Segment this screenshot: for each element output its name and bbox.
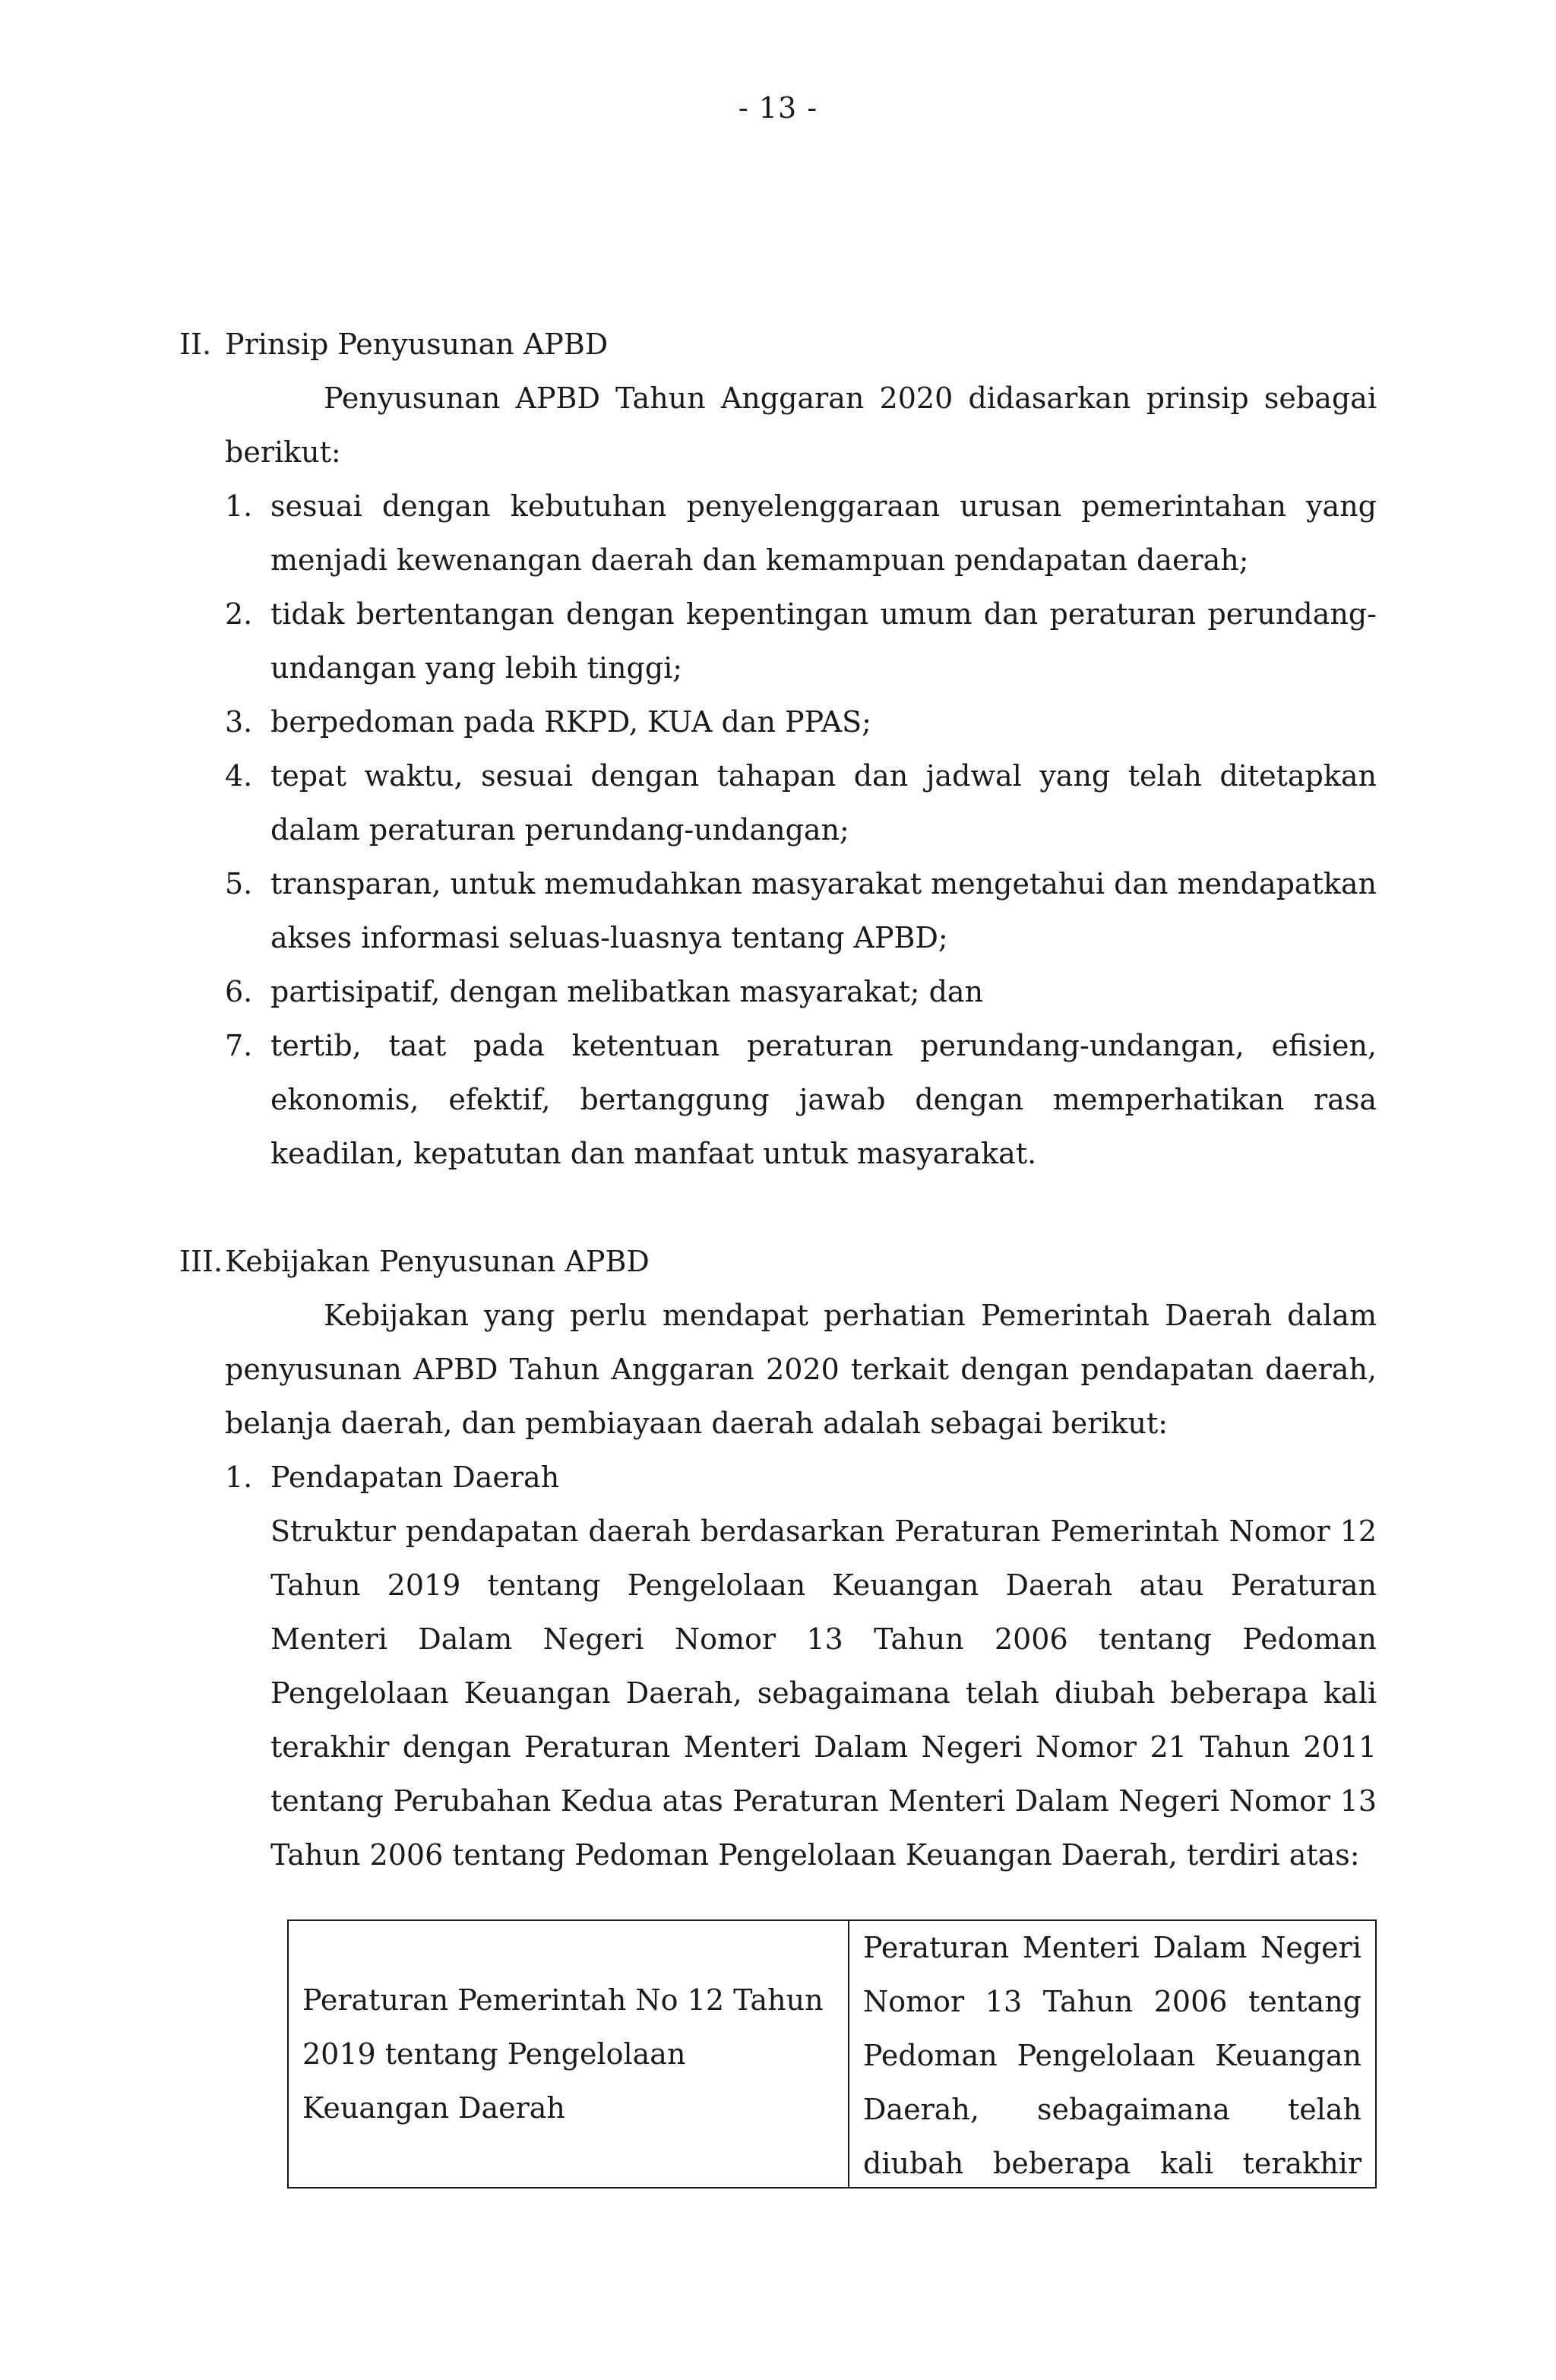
list-text: transparan, untuk memudahkan masyarakat mengetahui dan mendapatkan akses informasi seluas-luasnya tentang APBD; [270, 867, 1377, 954]
list-item [225, 857, 1377, 965]
list-text: partisipatif, dengan melibatkan masyarakat; dan [270, 975, 984, 1008]
table-cell-line: diubah beberapa kali terakhir [863, 2147, 1362, 2180]
list-marker: 5. [225, 867, 253, 900]
table-cell-line: Daerah, sebagaimana telah [863, 2093, 1362, 2126]
section-title: Kebijakan Penyusunan APBD [225, 1245, 650, 1278]
list-marker: 4. [225, 759, 253, 793]
subsection-marker: 1. [225, 1461, 253, 1494]
table-cell-text: Peraturan Pemerintah No 12 Tahun 2019 tentang Pengelolaan Keuangan Daerah [302, 1983, 824, 2125]
list-marker: 1. [225, 489, 253, 523]
section-heading-kebijakan [179, 1235, 1377, 1289]
table-cell-line: Peraturan Menteri Dalam Negeri [863, 1931, 1362, 1964]
table-cell-permendagri13 [849, 1921, 1375, 2187]
section-body-prinsip [225, 372, 1377, 1181]
section-spacer [179, 1181, 1377, 1235]
page-number: - 13 - [738, 91, 818, 125]
list-item [225, 695, 1377, 749]
list-marker: 7. [225, 1029, 253, 1062]
section-intro: Kebijakan yang perlu mendapat perhatian Pemerintah Daerah dalam penyusunan APBD Tahun Anggaran 2020 terkait dengan pendapatan daerah, belanja daerah, dan pembiayaan daerah adalah sebagai berikut: [225, 1299, 1377, 1440]
list-item [225, 1019, 1377, 1181]
list-text: tertib, taat pada ketentuan peraturan perundang-undangan, efisien, ekonomis, efektif, bertanggung jawab dengan memperhatikan rasa keadilan, kepatutan dan manfaat untuk masyarakat. [270, 1029, 1377, 1170]
table-cell-pp12 [289, 1921, 849, 2187]
subsection-heading [225, 1451, 1377, 1505]
list-text: tepat waktu, sesuai dengan tahapan dan jadwal yang telah ditetapkan dalam peraturan perundang-undangan; [270, 759, 1377, 847]
section-title: Prinsip Penyusunan APBD [225, 328, 609, 361]
list-item [225, 479, 1377, 587]
list-marker: 6. [225, 975, 253, 1008]
subsection-body: Struktur pendapatan daerah berdasarkan Peraturan Pemerintah Nomor 12 Tahun 2019 tentang Pengelolaan Keuangan Daerah atau Peraturan Menteri Dalam Negeri Nomor 13 Tahun 2006 tentang Pedoman Pengelolaan Keuangan Daerah, sebagaimana telah diubah beberapa kali terakhir dengan Peraturan Menteri Dalam Negeri Nomor 21 Tahun 2011 tentang Perubahan Kedua atas Peraturan Menteri Dalam Negeri Nomor 13 Tahun 2006 tentang Pedoman Pengelolaan Keuangan Daerah, terdiri atas: [270, 1514, 1377, 1872]
list-marker: 2. [225, 597, 253, 631]
section-body-kebijakan [225, 1289, 1377, 1882]
list-item [225, 749, 1377, 857]
section-number: III. [179, 1245, 223, 1278]
list-item [225, 965, 1377, 1019]
list-item [225, 587, 1377, 695]
list-text: tidak bertentangan dengan kepentingan umum dan peraturan perundang-undangan yang lebih tinggi; [270, 597, 1377, 685]
document-body [179, 318, 1377, 1882]
subsection-title: Pendapatan Daerah [270, 1461, 560, 1494]
section-heading-prinsip [179, 318, 1377, 372]
section-number: II. [179, 328, 212, 361]
comparison-table [287, 1920, 1377, 2189]
table-cell-line: Pedoman Pengelolaan Keuangan [863, 2039, 1362, 2072]
list-marker: 3. [225, 705, 253, 739]
list-text: berpedoman pada RKPD, KUA dan PPAS; [270, 705, 871, 739]
table-cell-line: Nomor 13 Tahun 2006 tentang [863, 1985, 1362, 2018]
list-text: sesuai dengan kebutuhan penyelenggaraan urusan pemerintahan yang menjadi kewenangan daerah dan kemampuan pendapatan daerah; [270, 489, 1377, 577]
principle-list [225, 479, 1377, 1181]
section-intro: Penyusunan APBD Tahun Anggaran 2020 didasarkan prinsip sebagai berikut: [225, 381, 1377, 469]
